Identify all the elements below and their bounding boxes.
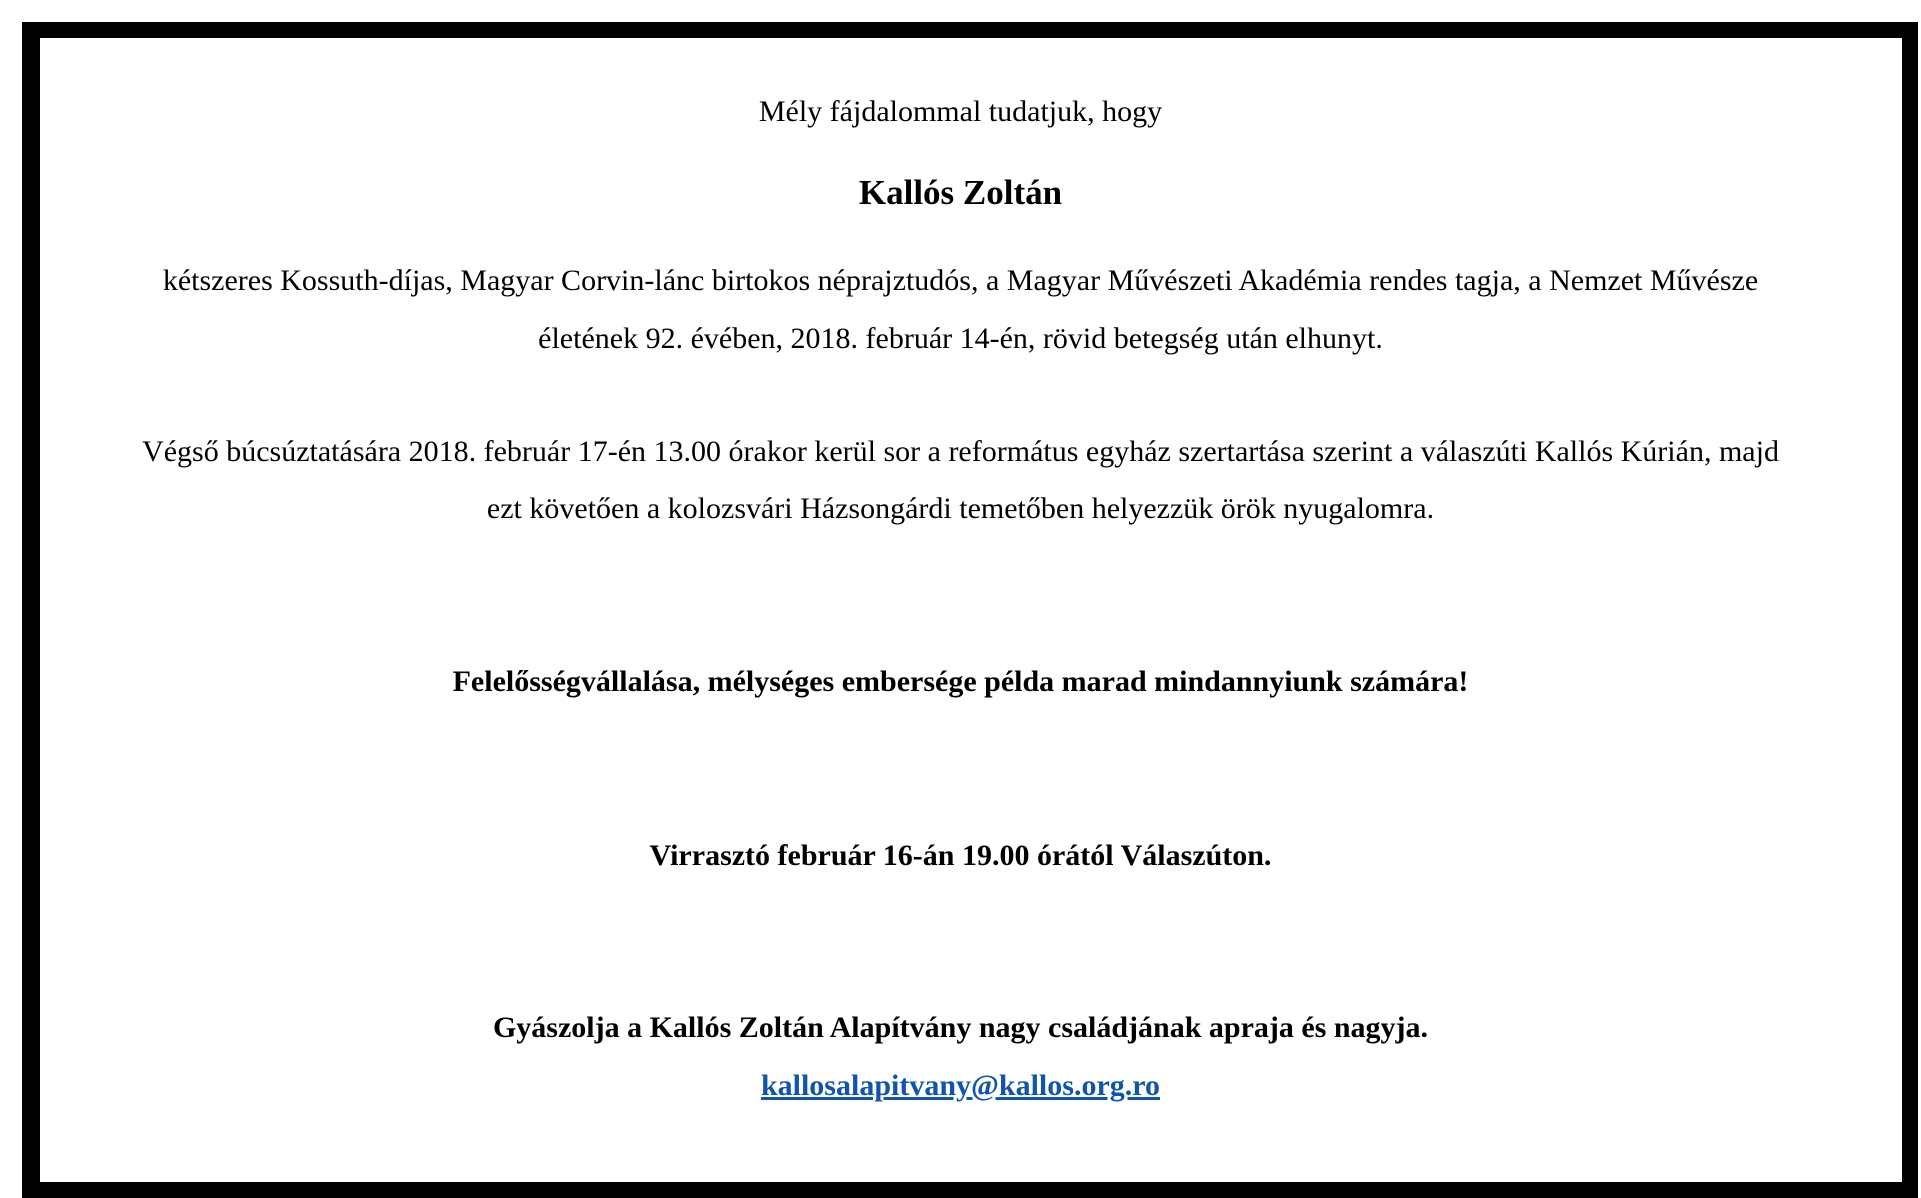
vigil-info: Virrasztó február 16-án 19.00 órától Válaszúton.: [649, 839, 1272, 872]
deceased-name: Kallós Zoltán: [858, 173, 1063, 212]
tribute-motto: Felelősségvállalása, mélységes embersége példa marad mindannyiunk számára!: [452, 665, 1469, 698]
funeral-info-line-1: Végső búcsúztatására 2018. február 17-én 13.00 órakor kerül sor a református egyház szertartása szerint a válaszúti Kallós Kúrián, majd: [142, 435, 1779, 468]
funeral-info-line-2: ezt követően a kolozsvári Házsongárdi temetőben helyezzük örök nyugalomra.: [486, 492, 1435, 525]
biography-line-2: életének 92. évében, 2018. február 14-én, rövid betegség után elhunyt.: [538, 322, 1383, 355]
email-link[interactable]: kallosalapitvany@kallos.org.ro: [760, 1069, 1161, 1102]
intro-text: Mély fájdalommal tudatjuk, hogy: [758, 95, 1163, 128]
biography-line-1: kétszeres Kossuth-díjas, Magyar Corvin-lánc birtokos néprajztudós, a Magyar Művészeti Akadémia rendes tagja, a Nemzet Művésze: [162, 264, 1759, 297]
email-row: [0, 1068, 1921, 1104]
mourners-line: Gyászolja a Kallós Zoltán Alapítvány nagy családjának apraja és nagyja.: [492, 1011, 1429, 1044]
